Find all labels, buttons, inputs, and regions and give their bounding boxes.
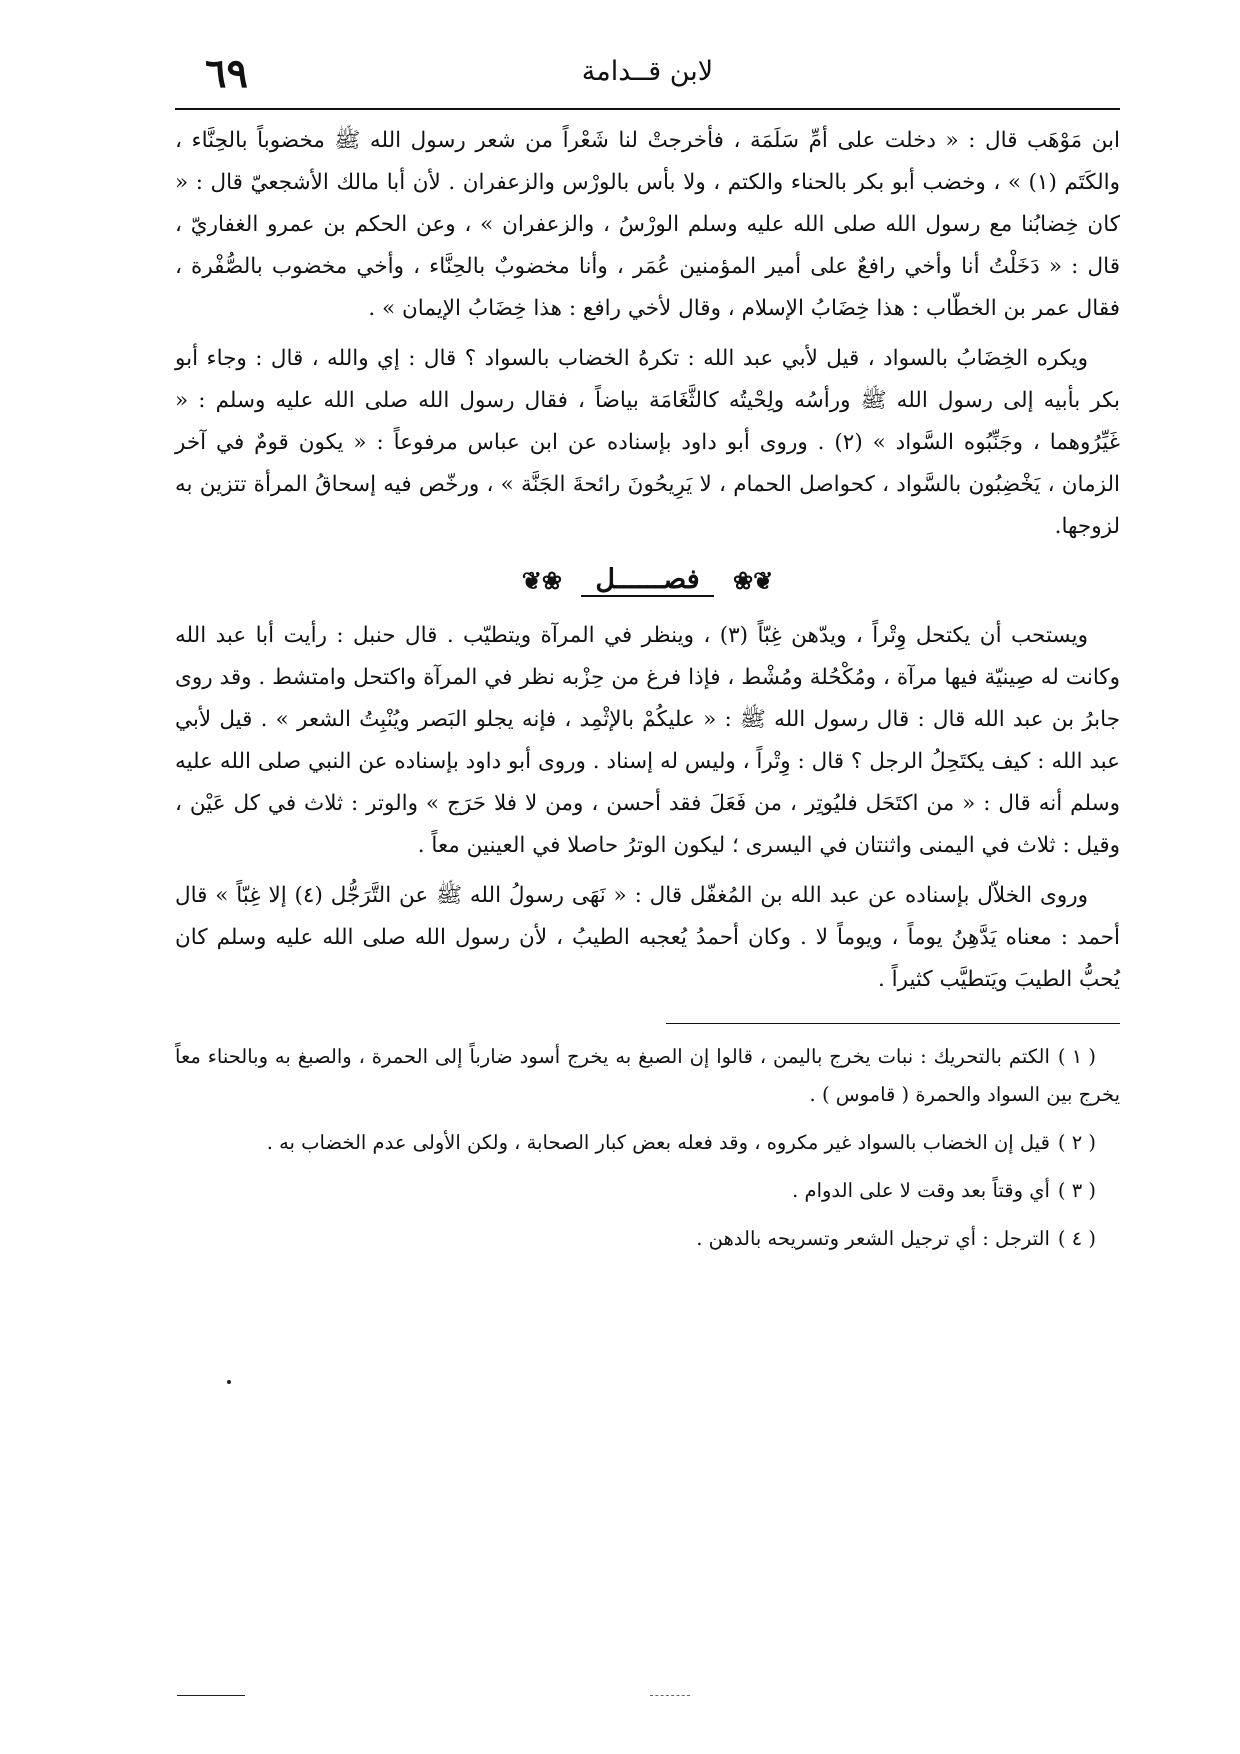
ornament-icon: ❀❦ <box>521 565 562 595</box>
footnote-number: ( ١ ) <box>1057 1044 1096 1068</box>
footnote-number: ( ٣ ) <box>1057 1178 1096 1202</box>
footnote <box>175 1038 1120 1114</box>
page-bottom-marks <box>175 1695 1120 1715</box>
footnote-text: الترجل : أي ترجيل الشعر وتسريحه بالدهن . <box>696 1226 1050 1250</box>
footnote <box>175 1124 1120 1162</box>
footnote <box>175 1220 1120 1258</box>
running-title: لابن قــدامة <box>581 56 714 87</box>
footnote <box>175 1172 1120 1210</box>
footnote-divider <box>666 1023 1120 1024</box>
page-number: ٦٩ <box>205 50 248 97</box>
ornament-icon: ❦❀ <box>733 565 774 595</box>
footnote-number: ( ٢ ) <box>1057 1130 1096 1154</box>
footnote-number: ( ٤ ) <box>1057 1226 1096 1250</box>
page-header <box>175 50 1120 110</box>
paragraph: ابن مَوْهَب قال : « دخلت على أمِّ سَلَمَة ، فأخرجتْ لنا شَعْراً من شعر رسول الله ﷺ مخضوباً بالحِنَّاء ، والكَتَم (١) » ، وخضب أبو بكر بالحناء والكتم ، ولا بأس بالورْس والزعفران . لأن أبا مالك الأشجعيّ قال : « كان خِضابُنا مع رسول الله صلى الله عليه وسلم الورْسُ ، والزعفران » ، وعن الحكم بن عمرو الغفاريّ ، قال : « دَخَلْتُ أنا وأخي رافعٌ على أمير المؤمنين عُمَر ، وأنا مخضوبٌ بالحِنَّاء ، وأخي مخضوب بالصُّفْرة ، فقال عمر بن الخطّاب : هذا خِضَابُ الإسلام ، وقال لأخي رافع : هذا خِضَابُ الإيمان » . <box>175 128 1120 321</box>
bottom-rule <box>177 1695 245 1696</box>
footnotes <box>175 1038 1120 1258</box>
paragraph: ويكره الخِضَابُ بالسواد ، قيل لأبي عبد الله : تكرهُ الخضاب بالسواد ؟ قال : إي والله ، قال : وجاء أبو بكر بأبيه إلى رسول الله ﷺ ورأسُه ولِحْيتُه كالثَّغَامَة بياضاً ، فقال رسول الله صلى الله عليه وسلم : « غَيِّرُوهما ، وجَنِّبُوه السَّواد » (٢) . وروى أبو داود بإسناده عن ابن عباس مرفوعاً : « يكون قومٌ في آخر الزمان ، يَخْضِبُون بالسَّواد ، كحواصل الحمام ، لا يَرِيحُونَ رائحةَ الجَنَّة » ، ورخّص فيه إسحاقُ المرأة تتزين به لزوجها. <box>175 346 1121 539</box>
print-speck <box>227 1380 231 1384</box>
book-page <box>175 50 1120 1730</box>
section-heading-label: فصــــــل <box>581 565 713 597</box>
section-heading <box>175 560 1120 601</box>
paragraph: وروى الخلاّل بإسناده عن عبد الله بن المُغفّل قال : « نَهَى رسولُ الله ﷺ عن التَّرَجُّل (٤) إلا غِبّاً » قال أحمد : معناه يَدَّهِنُ يوماً ، ويوماً لا . وكان أحمدُ يُعجبه الطيبُ ، لأن رسول الله صلى الله عليه وسلم كان يُحبُّ الطيبَ ويَتطيَّب كثيراً . <box>175 882 1120 992</box>
paragraph: ويستحب أن يكتحل وِتْراً ، ويدّهن غِبّاً (٣) ، وينظر في المرآة ويتطيّب . قال حنبل : رأيت أبا عبد الله وكانت له صِينيّة فيها مرآة ، ومُكْحُلة ومُشْط ، فإذا فرغ من حِزْبه نظر في المرآة واكتحل وامتشط . وقد روى جابرُ بن عبد الله قال : قال رسول الله ﷺ : « عليكُمْ بالإثْمِد ، فإنه يجلو البَصر ويُنْبِتُ الشعر » . قيل لأبي عبد الله : كيف يكتَحِلُ الرجل ؟ قال : وِتْراً ، وليس له إسناد . وروى أبو داود بإسناده عن النبي صلى الله عليه وسلم أنه قال : « من اكتَحَل فليُوتِر ، من فَعَلَ فقد أحسن ، ومن لا فلا حَرَج » والوتر : ثلاث في كل عَيْن ، وقيل : ثلاث في اليمنى واثنتان في اليسرى ؛ ليكون الوترُ حاصلا في العينين معاً . <box>175 622 1120 858</box>
bottom-rule <box>650 1695 690 1696</box>
footnote-text: قيل إن الخضاب بالسواد غير مكروه ، وقد فعله بعض كبار الصحابة ، ولكن الأولى عدم الخضاب به . <box>266 1130 1050 1154</box>
footnote-text: الكتم بالتحريك : نبات يخرج باليمن ، قالوا إن الصبغ به يخرج أسود ضارباً إلى الحمرة ، والصبغ به وبالحناء معاً يخرج بين السواد والحمرة ( قاموس ) . <box>175 1044 1120 1106</box>
footnote-text: أي وقتاً بعد وقت لا على الدوام . <box>792 1178 1050 1202</box>
main-text <box>175 120 1120 1001</box>
